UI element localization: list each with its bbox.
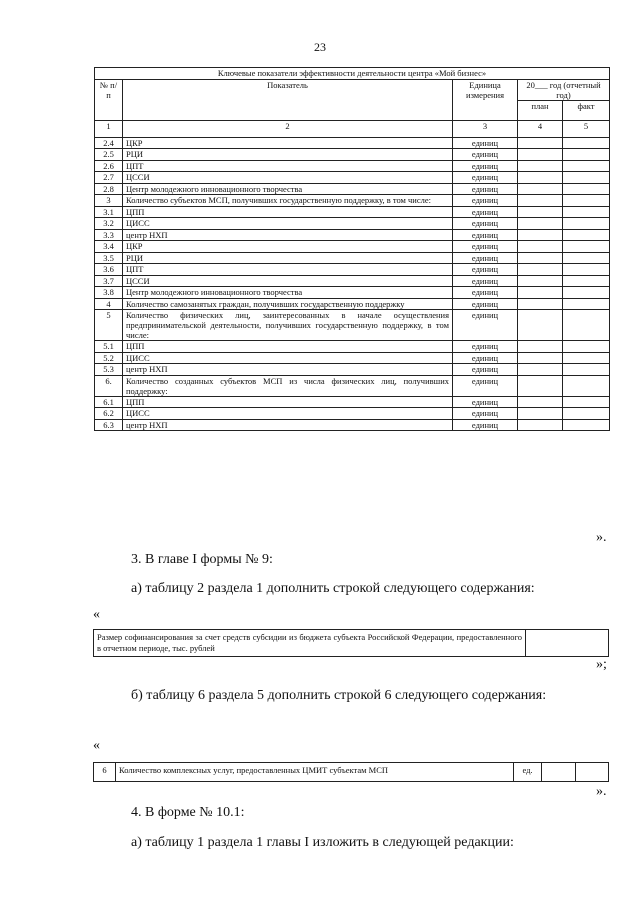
row-num: 3.4	[95, 241, 123, 253]
row-indicator: ЦССИ	[123, 275, 453, 287]
header-year: 20___ год (отчетный год)	[518, 79, 610, 101]
row-indicator: ЦПП	[123, 206, 453, 218]
header-unit: Единица измерения	[453, 79, 518, 120]
table-row	[95, 137, 610, 149]
row-indicator: Количество физических лиц, заинтересованных в начале осуществления предпринимательской деятельности, получивших государственную поддержку, в том числе:	[123, 310, 453, 341]
row-fact	[563, 396, 610, 408]
row-indicator: Центр молодежного инновационного творчества	[123, 287, 453, 299]
row-indicator: ЦКР	[123, 137, 453, 149]
row-indicator: РЦИ	[123, 252, 453, 264]
row-indicator: ЦССИ	[123, 172, 453, 184]
row-plan	[518, 218, 563, 230]
row-unit: единиц	[453, 341, 518, 353]
col-number: 1	[95, 120, 123, 137]
row-plan	[518, 352, 563, 364]
row-num: 3	[95, 195, 123, 207]
table-row	[95, 364, 610, 376]
row-unit: единиц	[453, 137, 518, 149]
row-plan	[518, 252, 563, 264]
row-plan	[518, 241, 563, 253]
insert-row-text: Количество комплексных услуг, предоставленных ЦМИТ субъектам МСП	[116, 763, 514, 782]
table-row	[95, 408, 610, 420]
table-row	[95, 206, 610, 218]
close-quote: »;	[596, 657, 607, 672]
insert-row-plan	[542, 763, 576, 782]
row-fact	[563, 375, 610, 396]
row-plan	[518, 364, 563, 376]
row-plan	[518, 298, 563, 310]
row-unit: единиц	[453, 352, 518, 364]
row-num: 5	[95, 310, 123, 341]
row-plan	[518, 160, 563, 172]
table-row	[95, 352, 610, 364]
table-row	[95, 252, 610, 264]
row-num: 3.1	[95, 206, 123, 218]
row-num: 3.7	[95, 275, 123, 287]
row-unit: единиц	[453, 160, 518, 172]
row-unit: единиц	[453, 310, 518, 341]
row-plan	[518, 149, 563, 161]
row-unit: единиц	[453, 172, 518, 184]
row-plan	[518, 408, 563, 420]
row-plan	[518, 275, 563, 287]
insert-table-1	[93, 629, 609, 657]
row-indicator: ЦИСС	[123, 408, 453, 420]
row-unit: единиц	[453, 252, 518, 264]
table-row	[95, 241, 610, 253]
col-number: 5	[563, 120, 610, 137]
table-row	[95, 218, 610, 230]
row-indicator: ЦИСС	[123, 218, 453, 230]
paragraph: а) таблицу 2 раздела 1 дополнить строкой следующего содержания:	[131, 581, 535, 596]
row-unit: единиц	[453, 195, 518, 207]
row-plan	[518, 172, 563, 184]
col-number: 4	[518, 120, 563, 137]
row-unit: единиц	[453, 298, 518, 310]
page-number: 23	[314, 40, 326, 54]
table-row	[95, 183, 610, 195]
row-fact	[563, 183, 610, 195]
row-unit: единиц	[453, 364, 518, 376]
row-num: 3.5	[95, 252, 123, 264]
insert-row-num: 6	[94, 763, 116, 782]
close-quote: ».	[596, 530, 607, 545]
row-unit: единиц	[453, 408, 518, 420]
row-num: 6.3	[95, 419, 123, 431]
row-unit: единиц	[453, 375, 518, 396]
row-plan	[518, 206, 563, 218]
table-row	[95, 229, 610, 241]
col-number: 2	[123, 120, 453, 137]
paragraph: 4. В форме № 10.1:	[131, 805, 245, 820]
row-num: 2.4	[95, 137, 123, 149]
row-fact	[563, 408, 610, 420]
row-num: 3.2	[95, 218, 123, 230]
row-num: 3.3	[95, 229, 123, 241]
row-indicator: Количество субъектов МСП, получивших государственную поддержку, в том числе:	[123, 195, 453, 207]
table-row	[95, 396, 610, 408]
table-row	[95, 195, 610, 207]
row-plan	[518, 229, 563, 241]
row-plan	[518, 419, 563, 431]
table-row	[95, 160, 610, 172]
row-num: 4	[95, 298, 123, 310]
table-row	[95, 264, 610, 276]
insert-table-2	[93, 762, 609, 782]
table-row	[95, 375, 610, 396]
row-fact	[563, 252, 610, 264]
row-fact	[563, 364, 610, 376]
row-unit: единиц	[453, 149, 518, 161]
row-unit: единиц	[453, 396, 518, 408]
row-plan	[518, 195, 563, 207]
table-row	[95, 341, 610, 353]
row-num: 6.	[95, 375, 123, 396]
row-plan	[518, 264, 563, 276]
open-quote: «	[93, 738, 100, 753]
row-unit: единиц	[453, 206, 518, 218]
row-plan	[518, 183, 563, 195]
row-num: 6.1	[95, 396, 123, 408]
row-indicator: ЦПП	[123, 396, 453, 408]
row-plan	[518, 287, 563, 299]
open-quote: «	[93, 607, 100, 622]
row-num: 5.1	[95, 341, 123, 353]
row-indicator: центр НХП	[123, 364, 453, 376]
row-num: 2.7	[95, 172, 123, 184]
row-indicator: ЦПТ	[123, 264, 453, 276]
row-indicator: ЦПП	[123, 341, 453, 353]
row-fact	[563, 149, 610, 161]
row-unit: единиц	[453, 419, 518, 431]
row-fact	[563, 218, 610, 230]
row-unit: единиц	[453, 229, 518, 241]
row-indicator: Количество созданных субъектов МСП из числа физических лиц, получивших поддержку:	[123, 375, 453, 396]
row-fact	[563, 352, 610, 364]
table-row	[95, 298, 610, 310]
row-unit: единиц	[453, 275, 518, 287]
row-plan	[518, 396, 563, 408]
row-indicator: центр НХП	[123, 419, 453, 431]
row-fact	[563, 419, 610, 431]
insert-row-fact	[576, 763, 609, 782]
paragraph: б) таблицу 6 раздела 5 дополнить строкой 6 следующего содержания:	[131, 688, 547, 703]
row-indicator: ЦИСС	[123, 352, 453, 364]
row-num: 6.2	[95, 408, 123, 420]
close-quote: ».	[596, 784, 607, 799]
row-plan	[518, 341, 563, 353]
table-title: Ключевые показатели эффективности деятельности центра «Мой бизнес»	[95, 68, 610, 80]
row-indicator: ЦПТ	[123, 160, 453, 172]
header-num: № п/п	[95, 79, 123, 120]
row-fact	[563, 229, 610, 241]
row-fact	[563, 275, 610, 287]
insert-row-text: Размер софинансирования за счет средств субсидии из бюджета субъекта Российской Федерации, предоставленного в отчетном периоде, тыс. рублей	[94, 630, 526, 657]
row-plan	[518, 375, 563, 396]
row-unit: единиц	[453, 183, 518, 195]
insert-row-value	[526, 630, 609, 657]
paragraph: 3. В главе I формы № 9:	[131, 552, 273, 567]
row-fact	[563, 195, 610, 207]
kpi-table	[94, 67, 610, 431]
row-num: 2.6	[95, 160, 123, 172]
table-row	[95, 419, 610, 431]
row-unit: единиц	[453, 287, 518, 299]
table-row	[95, 149, 610, 161]
row-unit: единиц	[453, 241, 518, 253]
table-row	[95, 310, 610, 341]
row-unit: единиц	[453, 218, 518, 230]
row-indicator: Центр молодежного инновационного творчества	[123, 183, 453, 195]
row-fact	[563, 287, 610, 299]
row-num: 2.5	[95, 149, 123, 161]
row-fact	[563, 172, 610, 184]
insert-row-unit: ед.	[514, 763, 542, 782]
row-indicator: Количество самозанятых граждан, получивших государственную поддержку	[123, 298, 453, 310]
row-indicator: ЦКР	[123, 241, 453, 253]
row-unit: единиц	[453, 264, 518, 276]
row-indicator: РЦИ	[123, 149, 453, 161]
header-indicator: Показатель	[123, 79, 453, 120]
row-fact	[563, 160, 610, 172]
table-row	[95, 172, 610, 184]
row-num: 3.8	[95, 287, 123, 299]
table-row	[95, 275, 610, 287]
table-row	[95, 287, 610, 299]
row-num: 3.6	[95, 264, 123, 276]
header-fact: факт	[563, 101, 610, 120]
col-number: 3	[453, 120, 518, 137]
row-fact	[563, 298, 610, 310]
row-fact	[563, 241, 610, 253]
row-fact	[563, 341, 610, 353]
row-fact	[563, 310, 610, 341]
row-fact	[563, 137, 610, 149]
row-num: 2.8	[95, 183, 123, 195]
row-plan	[518, 137, 563, 149]
row-indicator: центр НХП	[123, 229, 453, 241]
header-plan: план	[518, 101, 563, 120]
paragraph: а) таблицу 1 раздела 1 главы I изложить в следующей редакции:	[131, 835, 514, 850]
row-fact	[563, 206, 610, 218]
row-fact	[563, 264, 610, 276]
row-num: 5.2	[95, 352, 123, 364]
row-plan	[518, 310, 563, 341]
row-num: 5.3	[95, 364, 123, 376]
